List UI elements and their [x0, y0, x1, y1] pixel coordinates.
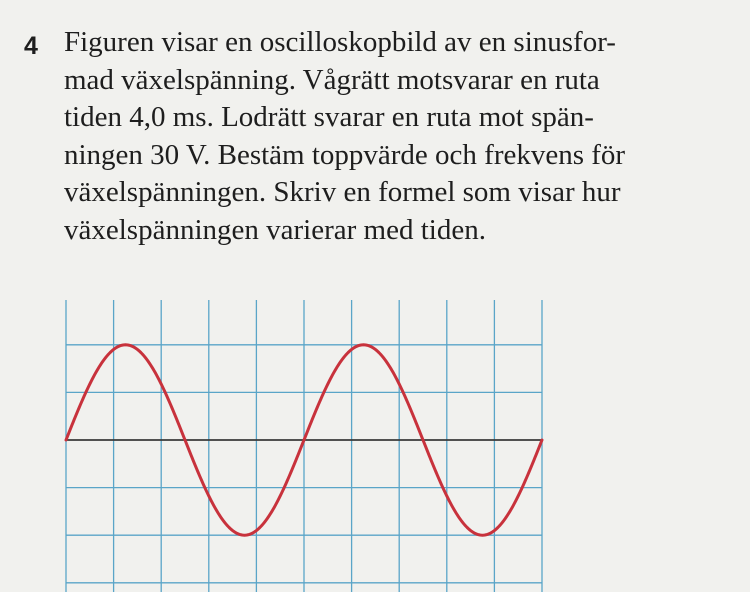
problem-text-line: Figuren visar en oscilloskopbild av en sinusfor- — [64, 26, 616, 58]
problem-number: 4 — [24, 32, 38, 60]
problem-text-line: mad växelspänning. Vågrätt motsvarar en ruta — [64, 63, 600, 96]
problem-text-line: växelspänningen. Skriv en formel som visar hur — [64, 176, 621, 208]
problem-text-line: växelspänningen varierar med tiden. — [64, 213, 486, 246]
problem-text-line: ningen 30 V. Bestäm toppvärde och frekvens för — [64, 138, 626, 171]
problem-text-line: tiden 4,0 ms. Lodrätt svarar en ruta mot spän- — [64, 101, 594, 133]
